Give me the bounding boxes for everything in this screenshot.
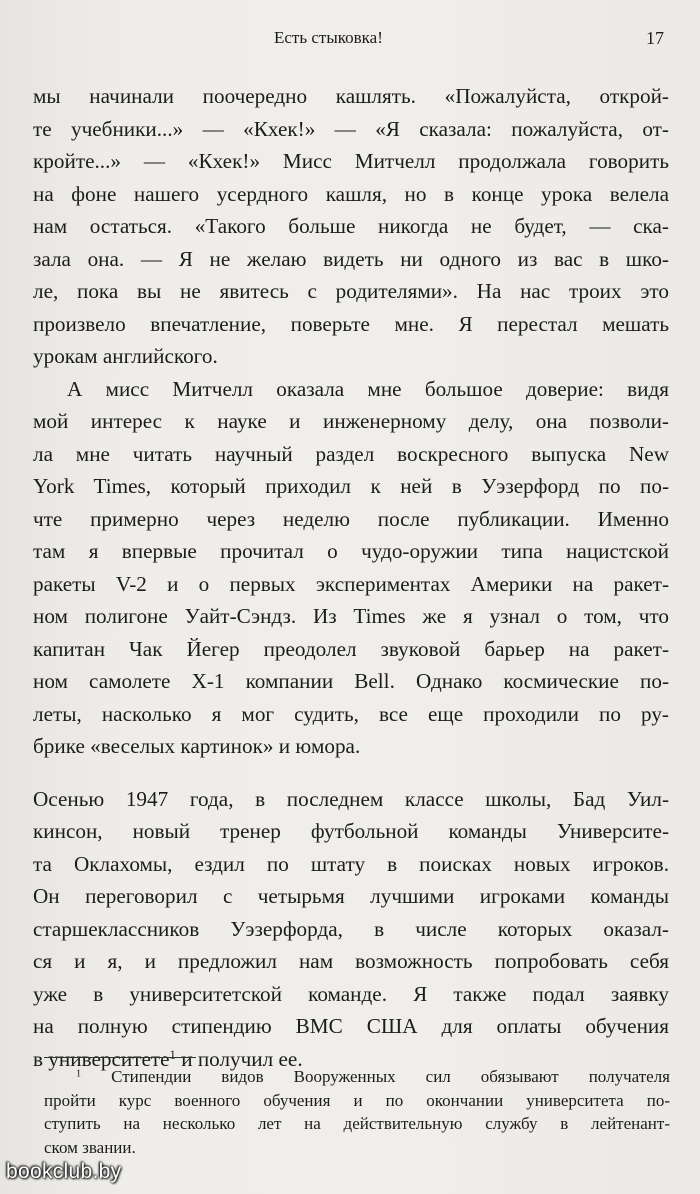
running-title: Есть стыковка! <box>274 28 383 47</box>
page-number: 17 <box>646 28 664 48</box>
text-line: ракеты V-2 и о первых экспериментах Америки на ракет- <box>33 571 669 596</box>
text-line: старшеклассников Уэзерфорда, в числе которых оказал- <box>33 916 669 941</box>
text-line: нам остаться. «Такого больше никогда не будет, — ска- <box>33 214 669 238</box>
paragraph <box>33 783 669 1076</box>
paragraph <box>33 373 669 763</box>
footnote <box>44 1065 670 1159</box>
footnote-divider <box>44 1057 196 1058</box>
footnote-marker: 1 <box>76 1068 82 1080</box>
text-line: на полную стипендию ВМС США для оплаты обучения <box>33 1014 669 1038</box>
text-line: Осенью 1947 года, в последнем классе школы, Бад Уил- <box>33 786 669 811</box>
footnote-line: пройти курс военного обучения и по окончании университета по- <box>44 1090 670 1110</box>
text-fragment: Стипендии видов Вооруженных сил обязывают получателя <box>111 1067 670 1086</box>
text-line: мой интерес к науке и инженерному делу, она позволи- <box>33 409 669 433</box>
text-line: на фоне нашего усердного кашля, но в конце урока велела <box>33 181 669 206</box>
text-line: кинсон, новый тренер футбольной команды Университе- <box>33 819 669 843</box>
text-fragment: в университете <box>33 1046 170 1071</box>
text-line: чте примерно через неделю после публикации. Именно <box>33 506 669 531</box>
footnote-line: ступить на несколько лет на действительную службу в лейтенант- <box>44 1114 670 1133</box>
text-line: ном самолете X-1 компании Bell. Однако космические по- <box>33 669 669 693</box>
footnote-ref: 1 <box>169 1047 176 1062</box>
text-fragment: и получил ее. <box>181 1046 303 1071</box>
text-line: те учебники...» — «Кхек!» — «Я сказала: пожалуйста, от- <box>33 116 669 141</box>
text-line: Он переговорил с четырьмя лучшими игроками команды <box>33 884 669 908</box>
text-line: урокам английского. <box>33 344 218 368</box>
text-line: ле, пока вы не явитесь с родителями». На нас троих это <box>33 279 669 303</box>
text-line: леты, насколько я мог судить, все еще проходили по ру- <box>33 701 669 726</box>
text-line: ла мне читать научный раздел воскресного выпуска New <box>33 441 669 466</box>
text-line: там я впервые прочитал о чудо-оружии типа нацистской <box>33 539 669 563</box>
section-break <box>33 763 669 783</box>
text-line: произвело впечатление, поверьте мне. Я перестал мешать <box>33 311 669 336</box>
paragraph <box>33 80 669 373</box>
text-line: брике «веселых картинок» и юмора. <box>33 734 361 758</box>
footnote-line: ском звании. <box>44 1137 136 1157</box>
page-header <box>274 28 664 52</box>
text-line: А мисс Митчелл оказала мне большое доверие: видя <box>67 376 669 401</box>
text-line: кройте...» — «Кхек!» Мисс Митчелл продолжала говорить <box>33 149 669 173</box>
footnote-line <box>44 1065 670 1089</box>
text-line: ся и я, и предложил нам возможность попробовать себя <box>33 949 669 973</box>
text-line: York Times, который приходил к ней в Уэзерфорд по по- <box>33 474 669 498</box>
text-line: зала она. — Я не желаю видеть ни одного из вас в шко- <box>33 246 669 271</box>
watermark-logo: bookclub.by <box>6 1160 122 1183</box>
text-line: капитан Чак Йегер преодолел звуковой барьер на ракет- <box>33 636 669 661</box>
body-text <box>33 80 669 1075</box>
text-line: уже в университетской команде. Я также подал заявку <box>33 981 669 1006</box>
text-line: та Оклахомы, ездил по штату в поисках новых игроков. <box>33 851 669 876</box>
text-line: мы начинали поочередно кашлять. «Пожалуйста, открой- <box>33 84 669 108</box>
text-line: ном полигоне Уайт-Сэндз. Из Times же я узнал о том, что <box>33 604 669 628</box>
